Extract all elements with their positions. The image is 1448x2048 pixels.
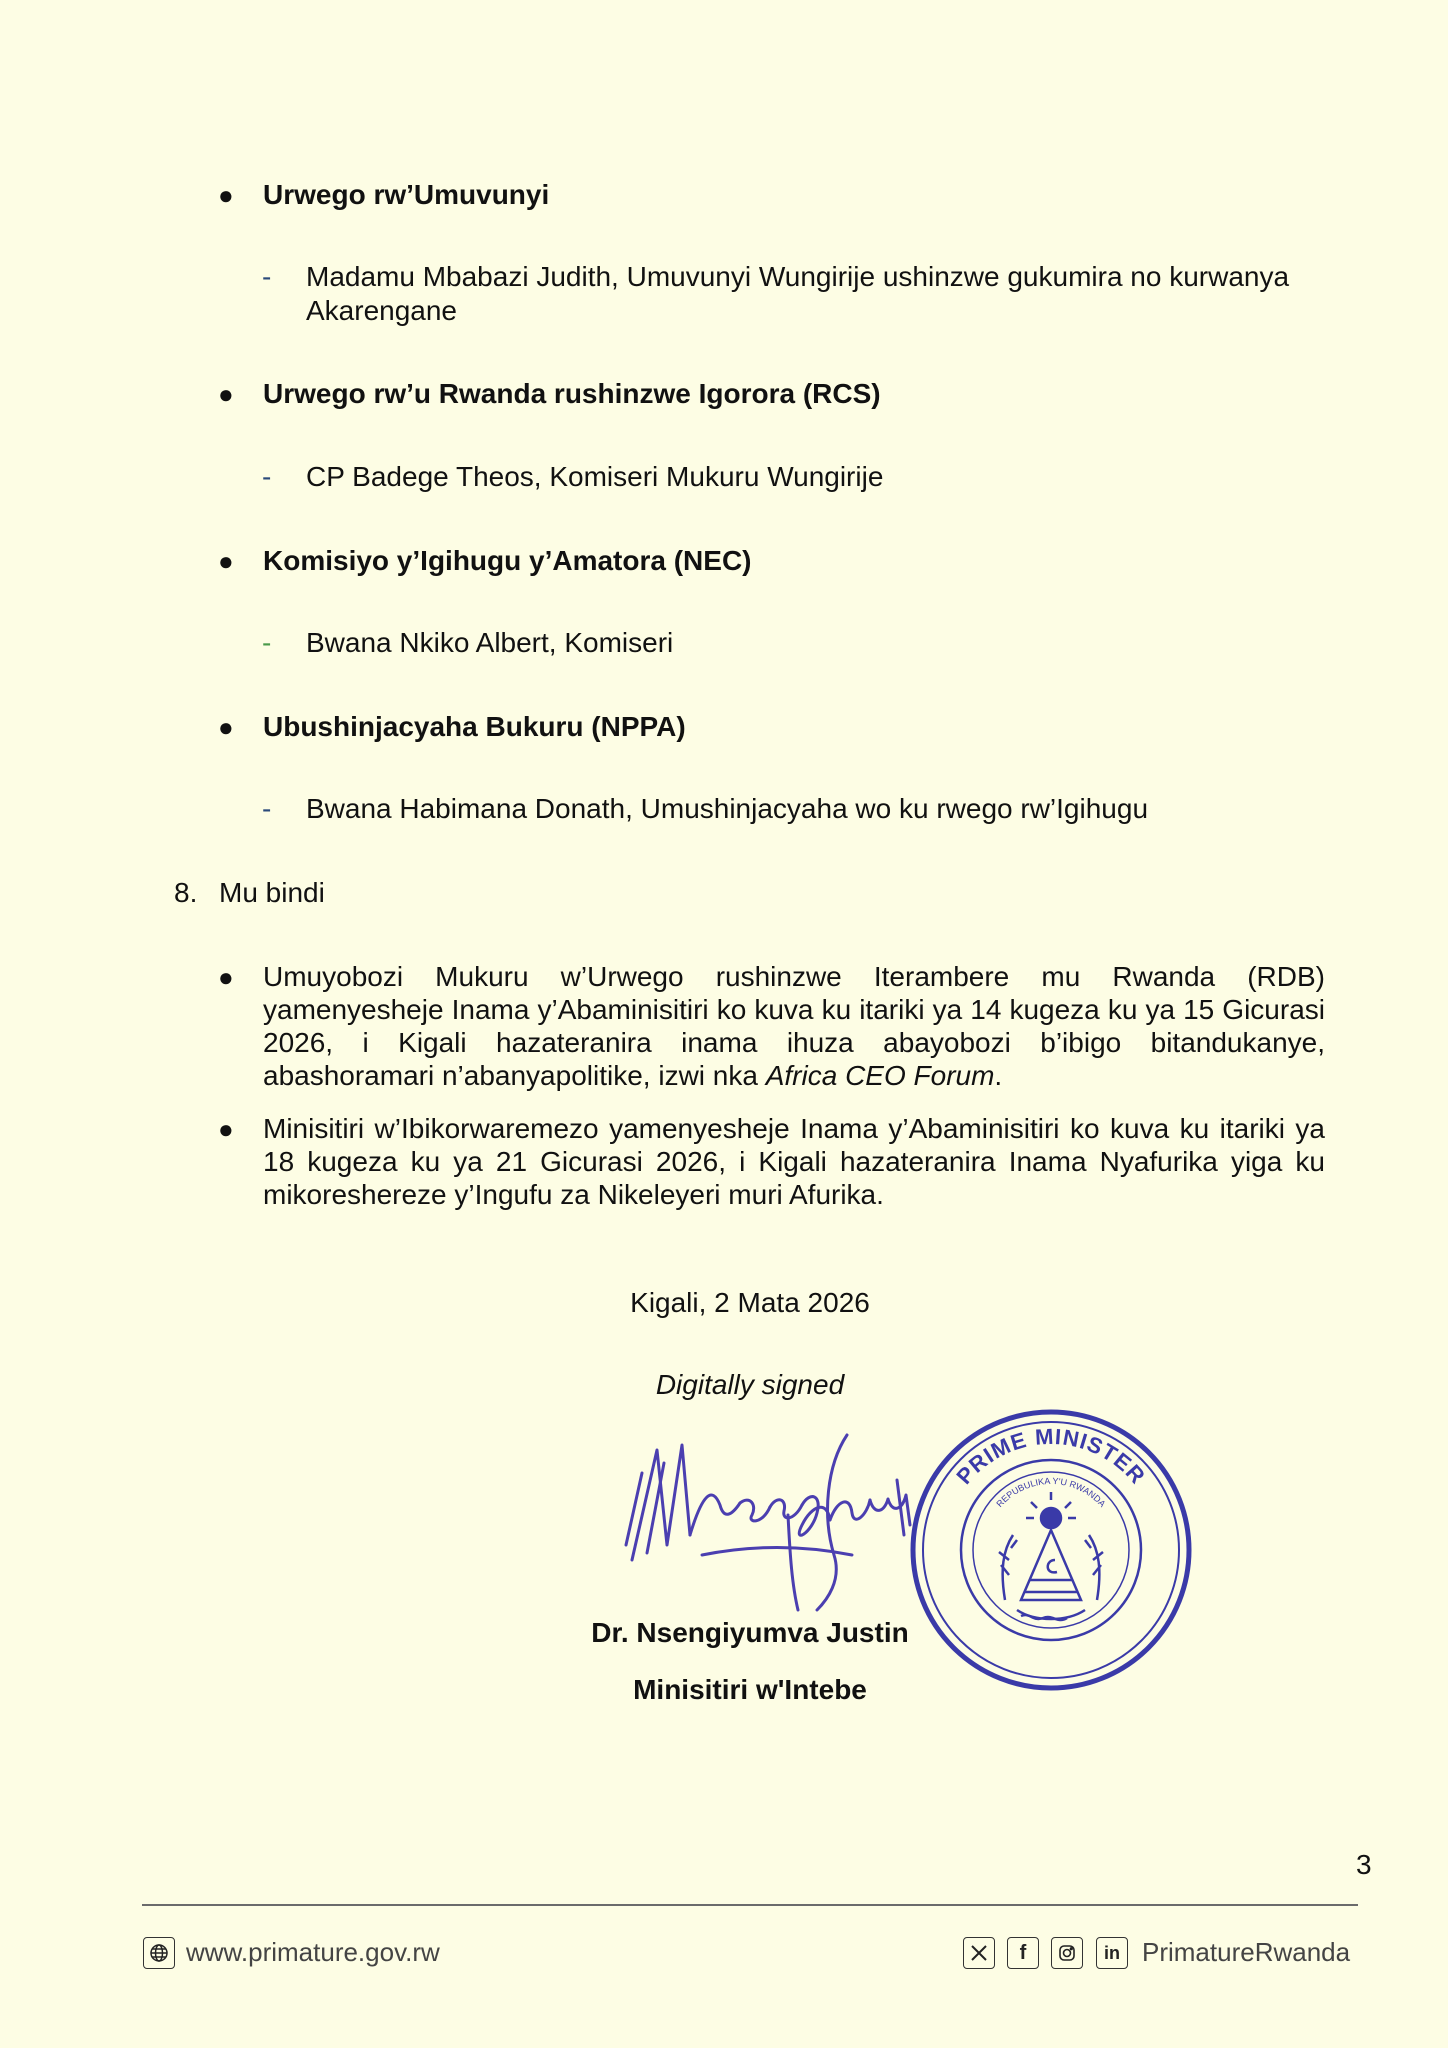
linkedin-icon[interactable]: in <box>1096 1937 1128 1969</box>
instagram-icon[interactable] <box>1051 1937 1083 1969</box>
facebook-icon[interactable]: f <box>1007 1937 1039 1969</box>
seal-inner-text: REPUBULIKA Y'U RWANDA <box>994 1475 1108 1509</box>
section-heading: Urwego rw’Umuvunyi <box>263 179 550 210</box>
section-item: Bwana Habimana Donath, Umushinjacyaha wo ku rwego rw’Igihugu <box>306 793 1149 824</box>
numbered-title: Mu bindi <box>219 877 325 908</box>
dash-marker: - <box>262 461 272 492</box>
handwritten-signature <box>612 1395 932 1615</box>
dash-marker: - <box>262 627 272 658</box>
section-heading: Komisiyo y’Igihugu y’Amatora (NEC) <box>263 545 752 576</box>
bullet: ● <box>218 180 234 210</box>
paragraph-infrastructure: Minisitiri w’Ibikorwaremezo yamenyesheje Inama y’Abaminisitiri ko kuva ku itariki ya 18 kugeza ku ya 21 Gicurasi 2026, i Kigali hazateranira Inama Nyafurika yiga ku mikoreshereze y’Ingufu za Nikeleyeri muri Afurika. <box>263 1113 1325 1210</box>
website-link[interactable]: www.primature.gov.rw <box>186 1937 440 1967</box>
section-item: CP Badege Theos, Komiseri Mukuru Wungirije <box>306 461 884 492</box>
italic-event-name: Africa CEO Forum <box>765 1060 995 1091</box>
paragraph-rdb <box>263 960 1325 1092</box>
section-item: Bwana Nkiko Albert, Komiseri <box>306 627 674 658</box>
dash-marker: - <box>262 793 272 824</box>
section-heading: Ubushinjacyaha Bukuru (NPPA) <box>263 711 686 742</box>
social-handle[interactable]: PrimatureRwanda <box>1142 1937 1351 1967</box>
bullet: ● <box>218 379 234 409</box>
bullet: ● <box>218 962 234 992</box>
list-number: 8. <box>174 877 198 908</box>
bullet: ● <box>218 546 234 576</box>
paragraph-text: Umuyobozi Mukuru w’Urwego rushinzwe Iterambere mu Rwanda (RDB) yamenyesheje Inama y’Abaminisitiri ko kuva ku itariki ya 14 kugeza ku ya 15 Gicurasi 2026, i Kigali hazateranira inama ihuza abayobozi b’ibigo bitandukanye, abashoramari n’abanyapolitike, izwi nka <box>263 961 1325 1091</box>
x-icon[interactable] <box>963 1937 995 1969</box>
section-item: Madamu Mbabazi Judith, Umuvunyi Wungirije ushinzwe gukumira no kurwanya Akarengane <box>306 261 1290 326</box>
globe-icon <box>143 1937 175 1969</box>
footer-divider <box>142 1904 1358 1906</box>
digitally-signed-label: Digitally signed <box>655 1369 845 1400</box>
bullet: ● <box>218 1114 234 1144</box>
signatory-name: Dr. Nsengiyumva Justin <box>591 1617 909 1648</box>
place-date: Kigali, 2 Mata 2026 <box>630 1287 870 1318</box>
section-heading: Urwego rw’u Rwanda rushinzwe Igorora (RCS) <box>263 378 881 409</box>
bullet: ● <box>218 712 234 742</box>
dash-marker: - <box>262 261 272 292</box>
seal-top-text: PRIME MINISTER <box>951 1423 1151 1489</box>
prime-minister-seal <box>905 1400 1197 1700</box>
paragraph-end: . <box>994 1060 1003 1091</box>
signatory-title: Minisitiri w'Intebe <box>633 1674 867 1705</box>
page-number: 3 <box>1356 1849 1372 1880</box>
